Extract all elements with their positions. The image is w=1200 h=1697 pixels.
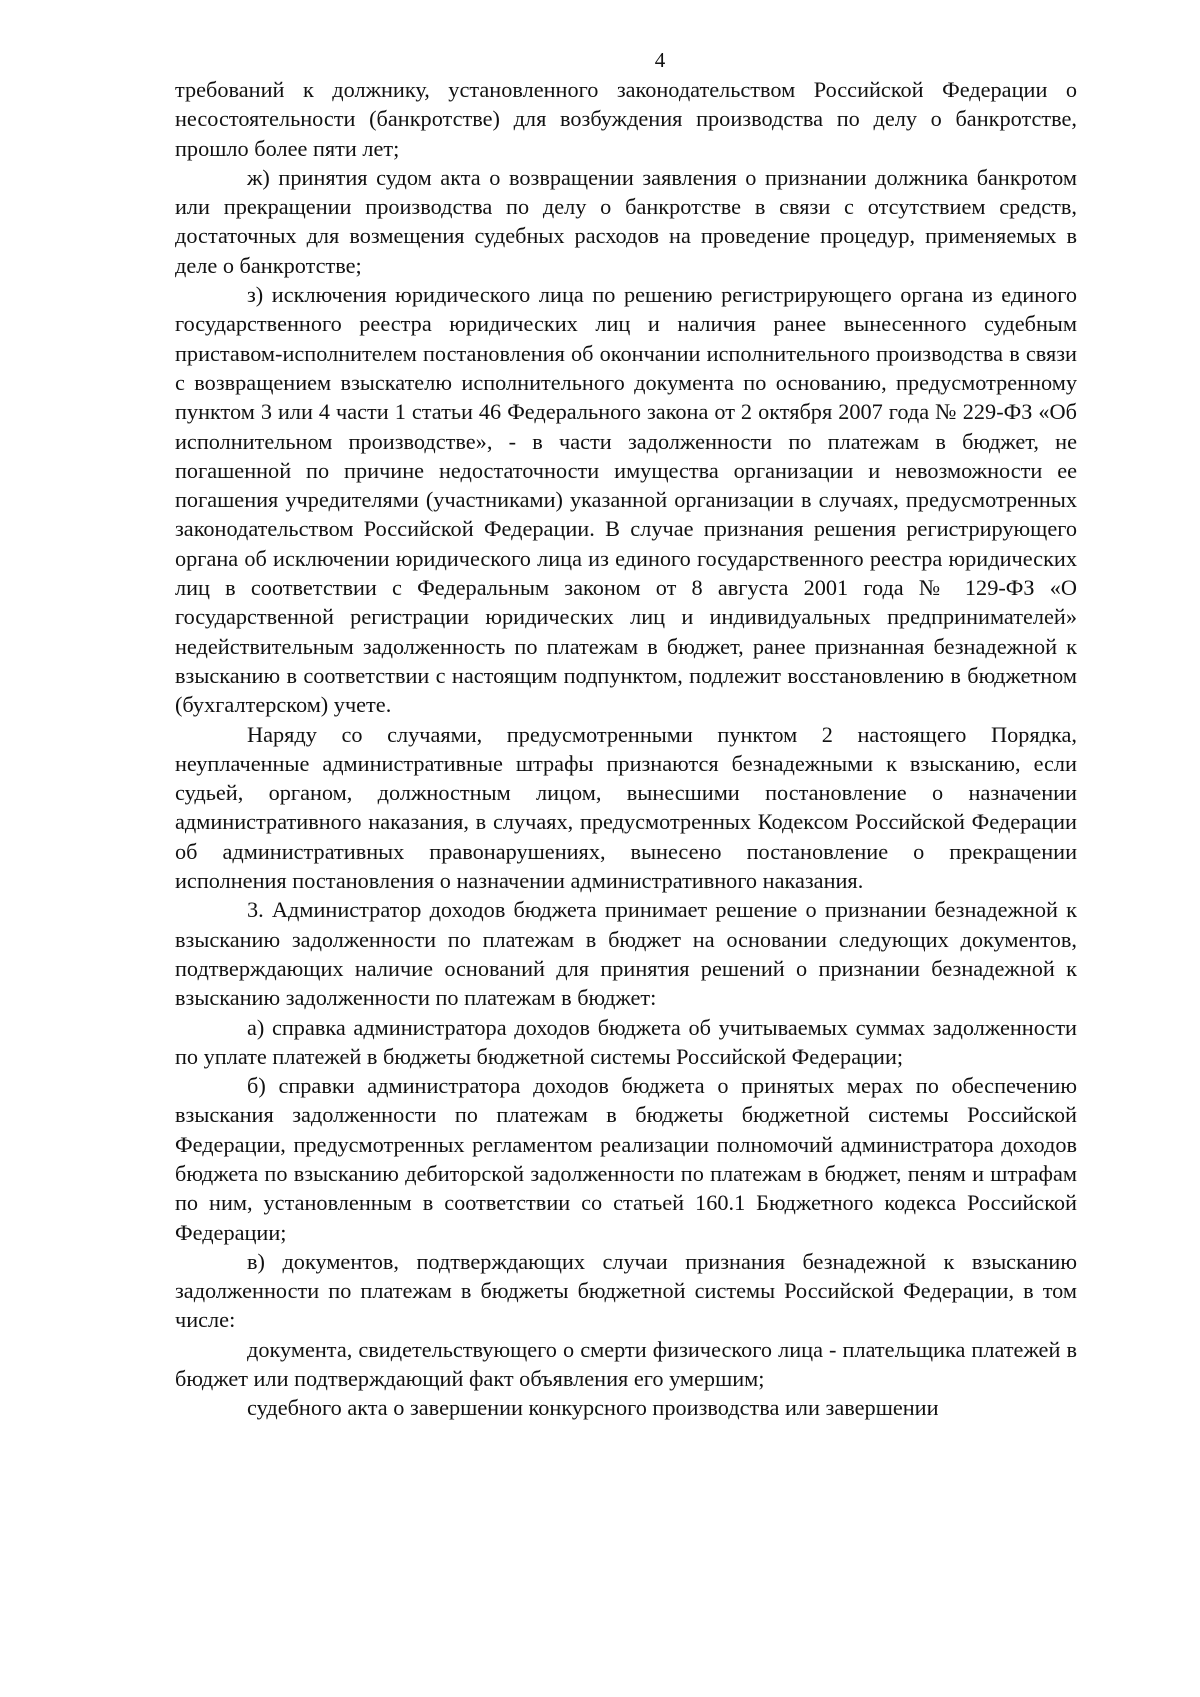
paragraph-item-zh: ж) принятия судом акта о возвращении заявления о признании должника банкротом или прекращении производства по делу о банкротстве в связи с отсутствием средств, достаточных для возмещения судебных расходов на проведение процедур, применяемых в деле о банкротстве; xyxy=(175,164,1077,278)
paragraph-administrative-fines: Наряду со случаями, предусмотренными пунктом 2 настоящего Порядка, неуплаченные административные штрафы признаются безнадежными к взысканию, если судьей, органом, должностным лицом, вынесшими постановление о назначении административного наказания, в случаях, предусмотренных Кодексом Российской Федерации об административных правонарушениях, вынесено постановление о прекращении исполнения постановления о назначении административного наказания. xyxy=(175,721,1077,894)
paragraph-item-a: а) справка администратора доходов бюджета об учитываемых суммах задолженности по уплате платежей в бюджеты бюджетной системы Российской Федерации; xyxy=(175,1014,1077,1069)
paragraph-item-b: б) справки администратора доходов бюджета о принятых мерах по обеспечению взыскания задолженности по платежам в бюджеты бюджетной системы Российской Федерации, предусмотренных регламентом реализации полномочий администратора доходов бюджета по взысканию дебиторской задолженности по платежам в бюджет, пеням и штрафам по ним, установленным в соответствии со статьей 160.1 Бюджетного кодекса Российской Федерации; xyxy=(175,1073,1077,1245)
document-body xyxy=(175,75,1077,1423)
paragraph-court-act: судебного акта о завершении конкурсного производства или завершении xyxy=(247,1395,939,1421)
paragraph-death-document: документа, свидетельствующего о смерти физического лица - плательщика платежей в бюджет или подтверждающий факт объявления его умершим; xyxy=(175,1336,1077,1392)
paragraph-section-3: 3. Администратор доходов бюджета принимает решение о признании безнадежной к взысканию задолженности по платежам в бюджет на основании следующих документов, подтверждающих наличие оснований для принятия решений о признании безнадежной к взысканию задолженности по платежам в бюджет: xyxy=(175,897,1077,1011)
paragraph-item-z: з) исключения юридического лица по решению регистрирующего органа из единого государственного реестра юридических лиц и наличия ранее вынесенного судебным приставом-исполнителем постановления об окончании исполнительного производства в связи с возвращением взыскателю исполнительного документа по основанию, предусмотренному пунктом 3 или 4 части 1 статьи 46 Федерального закона от 2 октября 2007 года № 229-ФЗ «Об исполнительном производстве», - в части задолженности по платежам в бюджет, не погашенной по причине недостаточности имущества организации и невозможности ее погашения учредителями (участниками) указанной организации в случаях, предусмотренных законодательством Российской Федерации. В случае признания решения регистрирующего органа об исключении юридического лица из единого государственного реестра юридических лиц в соответствии с Федеральным законом от 8 августа 2001 года № 129-ФЗ «О государственной регистрации юридических лиц и индивидуальных предпринимателей» недействительным задолженность по платежам в бюджет, ранее признанная безнадежной к взысканию в соответствии с настоящим подпунктом, подлежит восстановлению в бюджетном (бухгалтерском) учете. xyxy=(175,282,1077,718)
paragraph-item-v: в) документов, подтверждающих случаи признания безнадежной к взысканию задолженности по платежам в бюджеты бюджетной системы Российской Федерации, в том числе: xyxy=(175,1248,1077,1333)
paragraph-continuation: требований к должнику, установленного законодательством Российской Федерации о несостоятельности (банкротстве) для возбуждения производства по делу о банкротстве, прошло более пяти лет; xyxy=(175,77,1077,161)
page-number: 4 xyxy=(654,48,666,72)
